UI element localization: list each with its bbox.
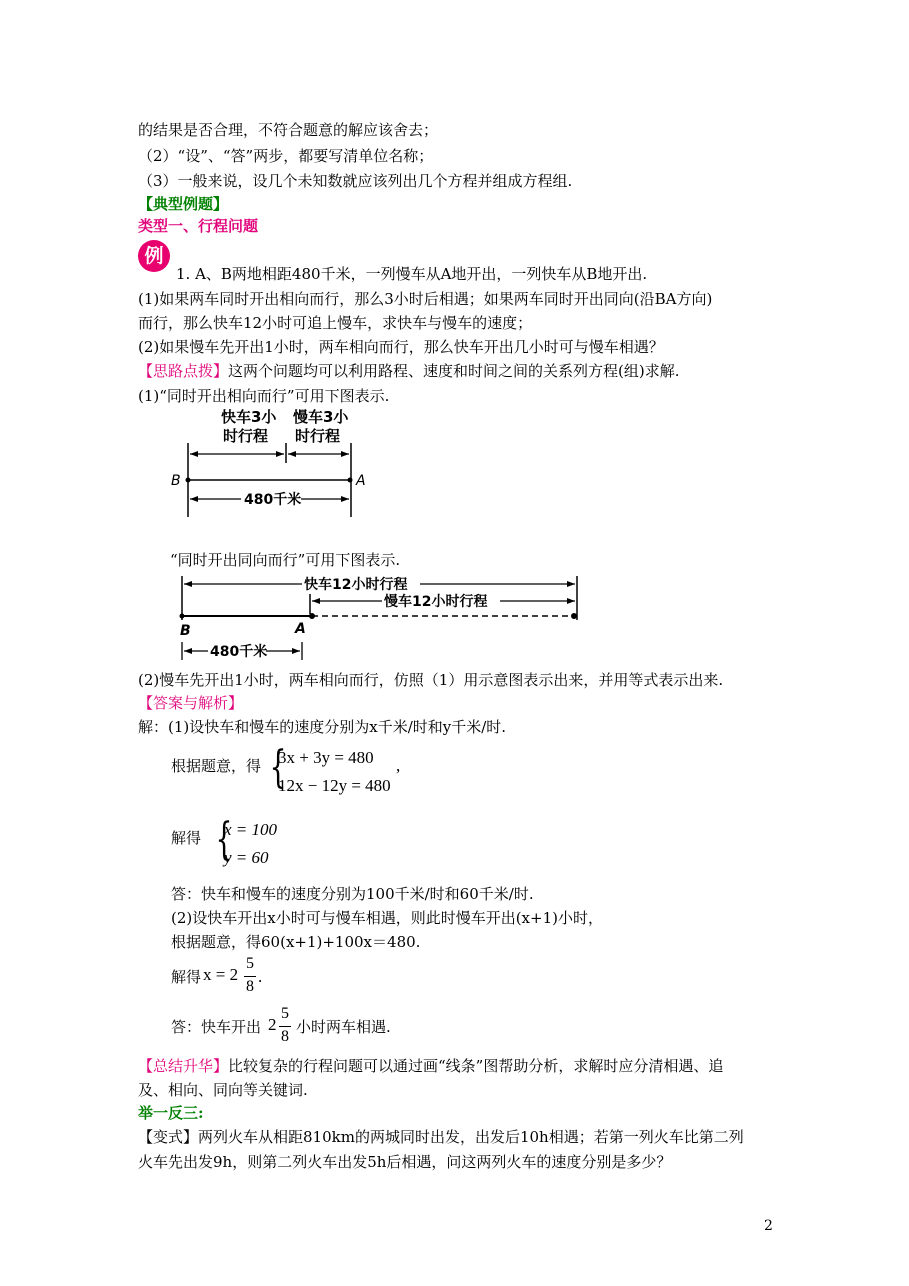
- fraction-numerator: 5: [246, 955, 254, 972]
- answer-line-1: 答：快车和慢车的速度分别为100千米/时和60千米/时.: [171, 885, 534, 903]
- equation-2: 12x − 12y = 480: [278, 776, 391, 795]
- answer-2-suffix: 小时两车相遇.: [296, 1018, 391, 1036]
- period: .: [258, 967, 263, 986]
- hint-text: 这两个问题均可以利用路程、速度和时间之间的关系列方程(组)求解.: [228, 362, 680, 380]
- fast-3h-label-1: 快车3小: [221, 408, 277, 426]
- type-title: 类型一、行程问题: [138, 217, 259, 235]
- answer-label: 【答案与解析】: [138, 694, 244, 712]
- fraction-denominator: 8: [246, 978, 254, 995]
- point-a-label: A: [356, 473, 366, 489]
- slow-3h-label-2: 时行程: [295, 427, 341, 445]
- x-mixed-number: x = 2: [203, 965, 239, 984]
- solution-line-2: (2)设快车开出x小时可与慢车相遇，则此时慢车开出(x+1)小时，: [171, 909, 603, 927]
- variant-label: 【变式】: [138, 1128, 199, 1146]
- hint-label: 【思路点拨】: [138, 362, 229, 380]
- variant-line-2: 火车先出发9h，则第二列火车出发5h后相遇，问这两列火车的速度分别是多少？: [138, 1153, 672, 1171]
- distance-label-2: 480千米: [210, 644, 268, 660]
- section-title: 【典型例题】: [138, 195, 229, 213]
- point-a-dot: [348, 478, 353, 483]
- diagram-same-direction: [170, 572, 585, 664]
- point-a-label-2: A: [295, 621, 306, 637]
- fast-12h-label: 快车12小时行程: [304, 577, 408, 593]
- text-line-2: （2）“设”、“答”两步，都要写清单位名称；: [138, 147, 434, 165]
- example-line-3: 而行，那么快车12小时可追上慢车，求快车与慢车的速度；: [138, 314, 533, 332]
- point-b-dot: [186, 478, 191, 483]
- by-problem-text: 根据题意，得: [171, 757, 262, 775]
- hint-line-4: (2)慢车先开出1小时，两车相向而行，仿照（1）用示意图表示出来，并用等式表示出来.: [138, 671, 724, 689]
- hint-line: [138, 361, 680, 381]
- example-line-4: (2)如果慢车先开出1小时，两车相向而行，那么快车开出几小时可与慢车相遇？: [138, 338, 664, 356]
- point-b-label: B: [171, 473, 181, 489]
- distance-label: 480千米: [244, 492, 302, 508]
- answer-2-prefix: 答：快车开出: [171, 1018, 262, 1036]
- fraction-bar: [244, 976, 256, 977]
- system-brace-2: {: [215, 814, 233, 865]
- equation-comma: ,: [396, 756, 401, 775]
- slow-3h-label-1: 慢车3小: [293, 408, 349, 426]
- x-solution: x = 100: [224, 820, 278, 839]
- text-line-1: 的结果是否合理，不符合题意的解应该舍去；: [138, 121, 439, 139]
- answer-2-whole: 2: [268, 1015, 277, 1034]
- solution-line-1: 解：(1)设快车和慢车的速度分别为x千米/时和y千米/时.: [138, 718, 507, 736]
- equation-1: 3x + 3y = 480: [278, 748, 374, 767]
- hint-line-2: (1)“同时开出相向而行”可用下图表示.: [138, 387, 390, 405]
- system-brace-1: {: [269, 742, 287, 793]
- practice-title: 举一反三:: [138, 1104, 204, 1122]
- fast-3h-label-2: 时行程: [223, 427, 269, 445]
- answer-2-fraction-bar: [279, 1026, 291, 1027]
- text-line-3: （3）一般来说，设几个未知数就应该列出几个方程并组成方程组.: [138, 172, 573, 190]
- answer-line-2: [171, 1017, 261, 1037]
- diagram-opposite-direction: [165, 405, 375, 520]
- example-line-1: 1. A、B两地相距480千米，一列慢车从A地开出，一列快车从B地开出.: [176, 265, 648, 283]
- solve-text-2: 解得: [171, 968, 202, 986]
- summary-line-2: 及、相向、同向等关键词.: [138, 1081, 308, 1099]
- example-line-2: (1)如果两车同时开出相向而行，那么3小时后相遇；如果两车同时开出同向(沿BA方向): [138, 290, 713, 308]
- variant-line: [138, 1127, 744, 1147]
- summary-label: 【总结升华】: [138, 1057, 229, 1075]
- example-badge: 例: [138, 240, 170, 272]
- variant-text: 两列火车从相距810km的两城同时出发，出发后10h相遇；若第一列火车比第二列: [198, 1128, 744, 1146]
- slow-12h-label: 慢车12小时行程: [384, 594, 488, 610]
- equation-3: 根据题意，得60(x+1)+100x＝480.: [171, 933, 421, 951]
- hint-line-3: “同时开出同向而行”可用下图表示.: [170, 551, 401, 569]
- y-solution: y = 60: [224, 848, 269, 867]
- summary-text: 比较复杂的行程问题可以通过画“线条”图帮助分析，求解时应分清相遇、追: [228, 1057, 724, 1075]
- page-number: 2: [764, 1218, 773, 1234]
- answer-2-denominator: 8: [281, 1028, 289, 1045]
- answer-2-numerator: 5: [281, 1005, 289, 1022]
- point-b-label-2: B: [180, 623, 191, 639]
- summary-line: [138, 1056, 723, 1076]
- solve-text: 解得: [171, 829, 202, 847]
